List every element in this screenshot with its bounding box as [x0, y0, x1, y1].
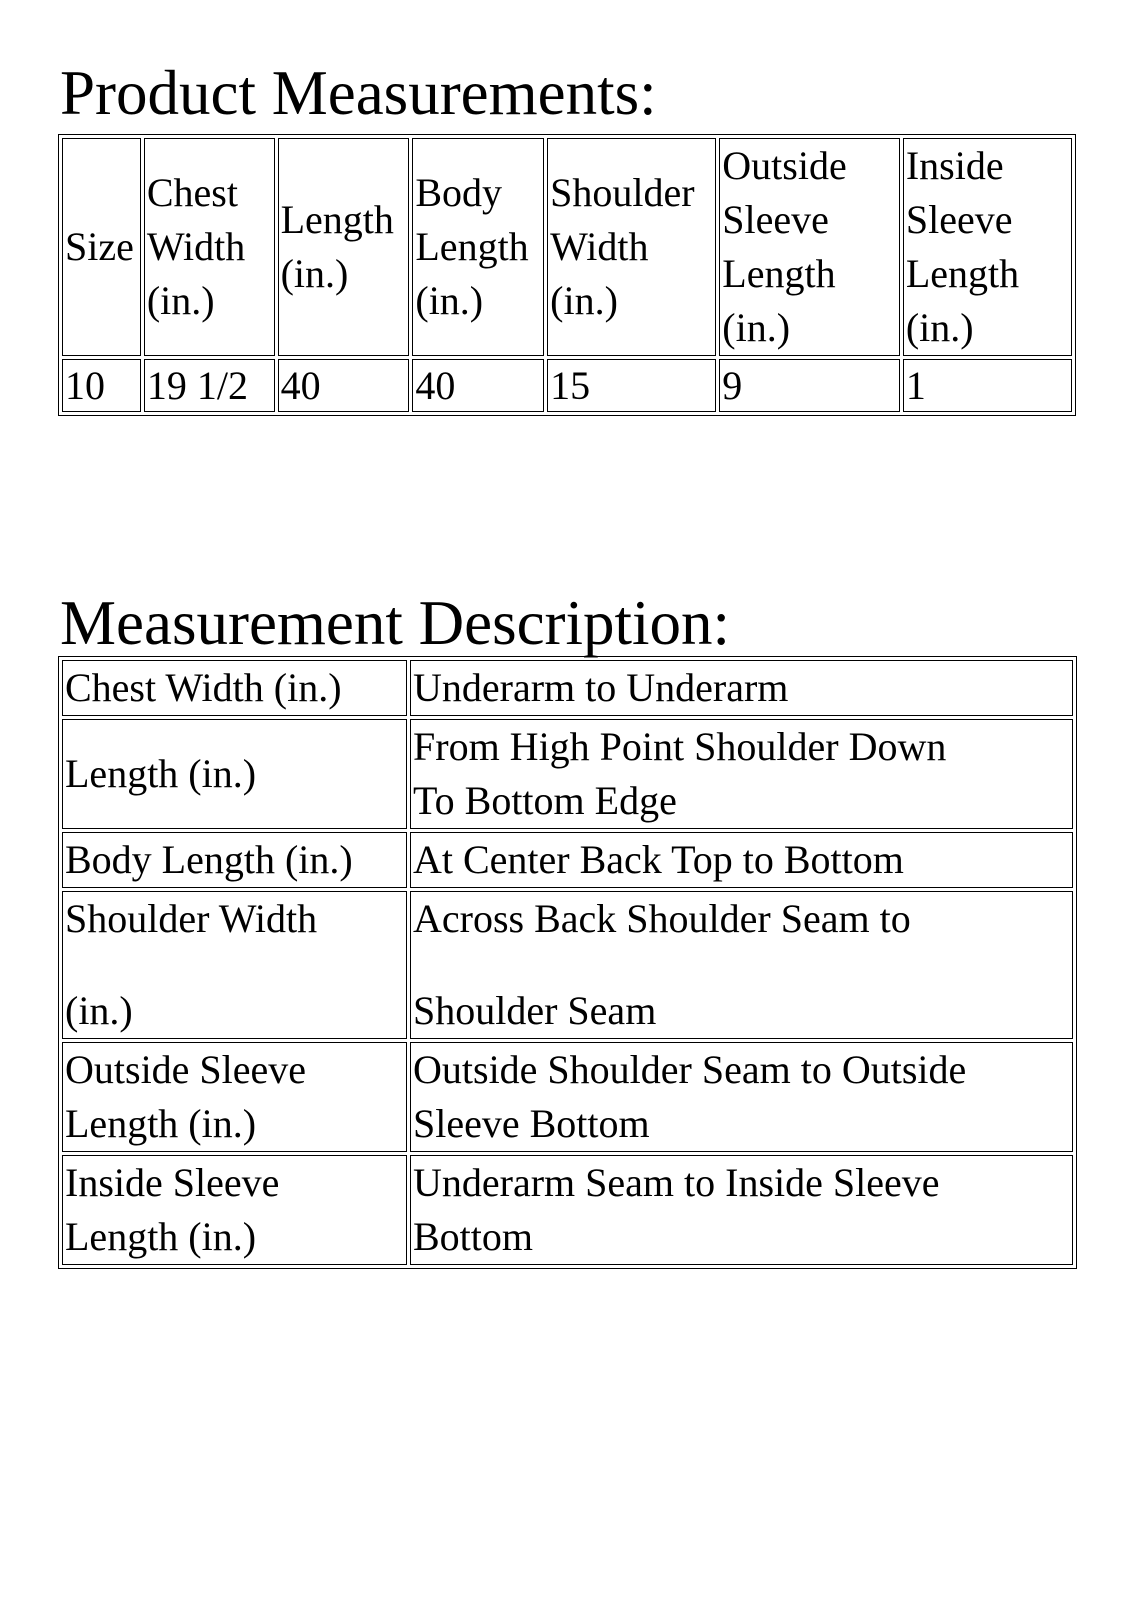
cell-inside-sleeve-length: 1 [903, 359, 1072, 412]
table-row [62, 719, 1073, 829]
header-outside-sleeve-length: Outside Sleeve Length (in.) [719, 138, 900, 356]
term-cell: Chest Width (in.) [62, 660, 407, 716]
product-measurements-title: Product Measurements: [60, 58, 657, 128]
description-cell: At Center Back Top to Bottom [410, 832, 1073, 888]
header-shoulder-width: Shoulder Width (in.) [547, 138, 716, 356]
measurement-description-table [58, 656, 1077, 1269]
term-cell: Outside Sleeve Length (in.) [62, 1042, 407, 1152]
table-row [62, 1042, 1073, 1152]
header-chest-width: Chest Width (in.) [144, 138, 275, 356]
description-cell: From High Point Shoulder Down To Bottom Edge [410, 719, 1073, 829]
description-cell: Underarm to Underarm [410, 660, 1073, 716]
term-cell: Inside Sleeve Length (in.) [62, 1155, 407, 1265]
term-cell: Shoulder Width (in.) [62, 891, 407, 1039]
table-row [62, 1155, 1073, 1265]
header-length: Length (in.) [278, 138, 410, 356]
measurement-description-title: Measurement Description: [60, 588, 731, 658]
description-cell: Underarm Seam to Inside Sleeve Bottom [410, 1155, 1073, 1265]
table-row [62, 832, 1073, 888]
cell-chest-width: 19 1/2 [144, 359, 275, 412]
header-size: Size [62, 138, 141, 356]
product-measurements-table [58, 134, 1076, 416]
table-row [62, 891, 1073, 1039]
header-body-length: Body Length (in.) [412, 138, 544, 356]
cell-outside-sleeve-length: 9 [719, 359, 900, 412]
cell-length: 40 [278, 359, 410, 412]
table-row [62, 660, 1073, 716]
cell-body-length: 40 [412, 359, 544, 412]
header-inside-sleeve-length: Inside Sleeve Length (in.) [903, 138, 1072, 356]
description-cell: Across Back Shoulder Seam to Shoulder Seam [410, 891, 1073, 1039]
description-cell: Outside Shoulder Seam to Outside Sleeve Bottom [410, 1042, 1073, 1152]
term-cell: Body Length (in.) [62, 832, 407, 888]
table-header-row [62, 138, 1072, 356]
term-cell: Length (in.) [62, 719, 407, 829]
cell-size: 10 [62, 359, 141, 412]
table-row [62, 359, 1072, 412]
cell-shoulder-width: 15 [547, 359, 716, 412]
